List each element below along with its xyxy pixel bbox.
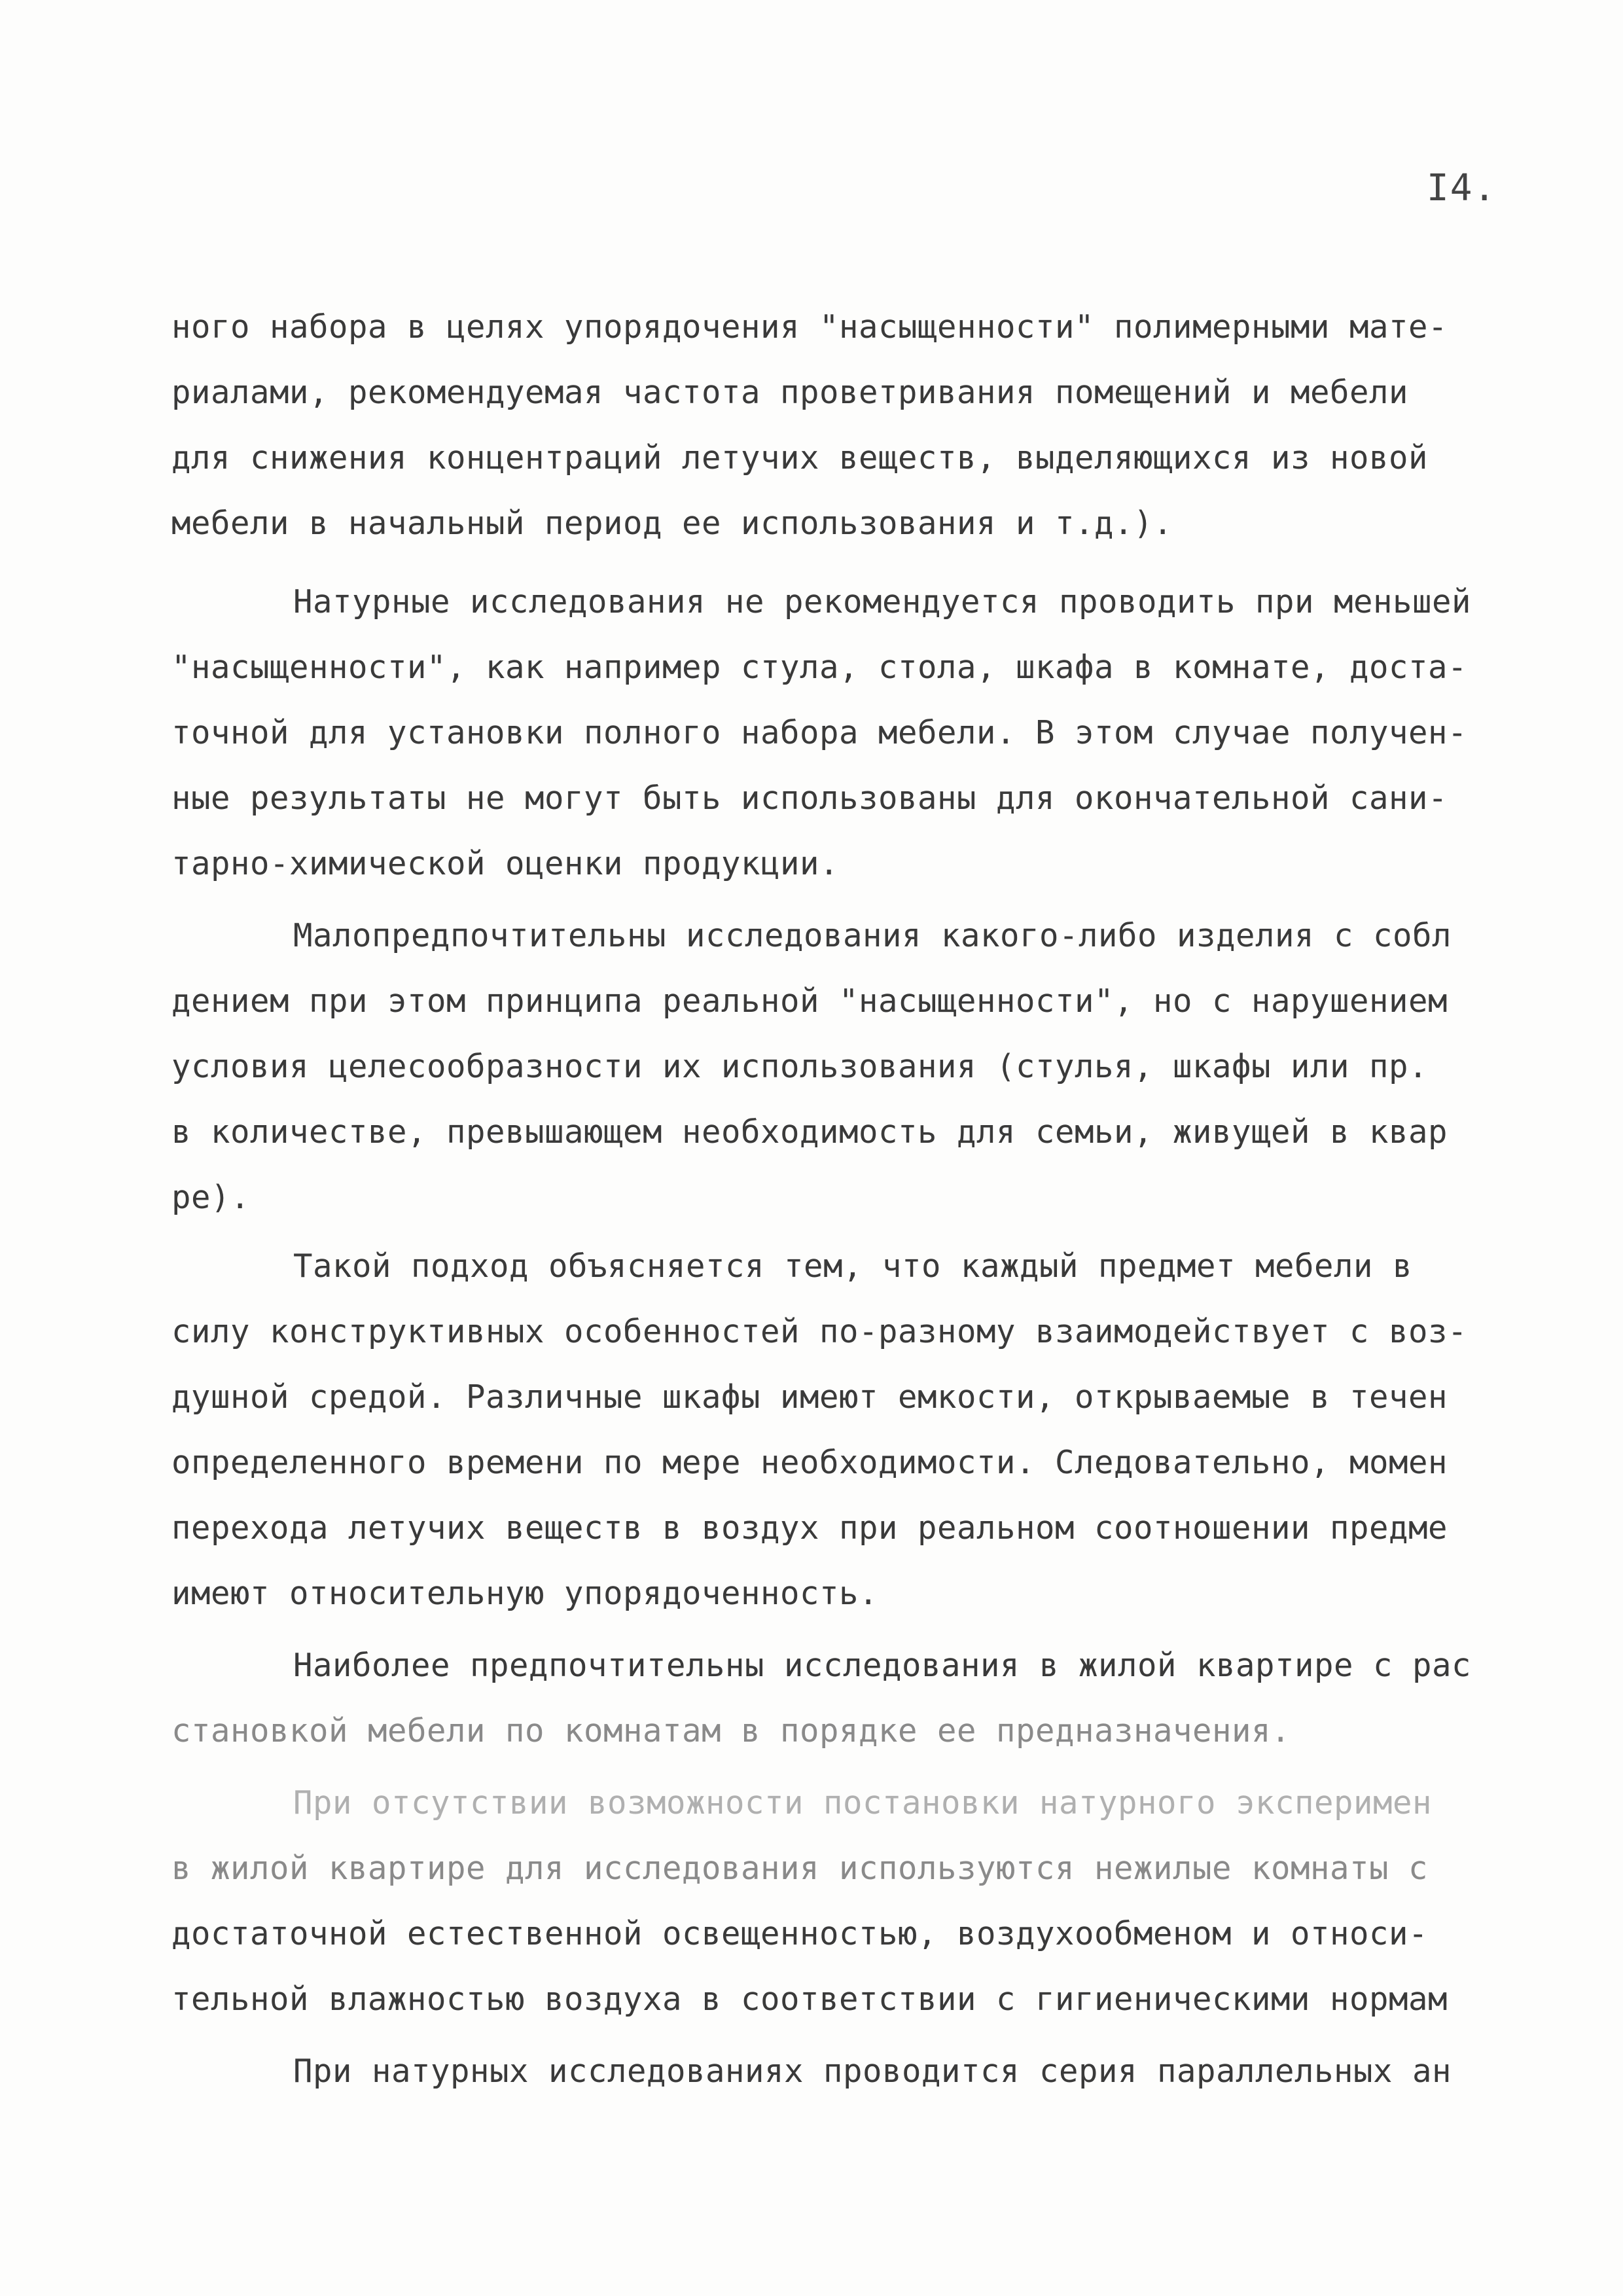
text-line: ного набора в целях упорядочения "насыщенности" полимерными мате- [171,308,1448,346]
text-line: Такой подход объясняется тем, что каждый предмет мебели в [293,1247,1413,1285]
text-line: перехода летучих веществ в воздух при реальном соотношении предме [171,1509,1448,1547]
text-line: становкой мебели по комнатам в порядке ее предназначения. [171,1712,1291,1749]
text-line: в количестве, превышающем необходимость для семьи, живущей в квар [171,1113,1448,1151]
text-line: точной для установки полного набора мебели. В этом случае получен- [171,714,1468,751]
text-line: тарно-химической оценки продукции. [171,845,840,882]
text-line: определенного времени по мере необходимости. Следовательно, момен [171,1444,1448,1481]
text-line: Малопредпочтительны исследования какого-либо изделия с собл [293,917,1452,954]
text-line: риалами, рекомендуемая частота проветривания помещений и мебели [171,374,1409,411]
text-line: ные результаты не могут быть использованы для окончательной сани- [171,780,1448,817]
text-line: условия целесообразности их использования (стулья, шкафы или пр. [171,1048,1429,1085]
text-line: Натурные исследования не рекомендуется проводить при меньшей [293,583,1472,620]
text-line: тельной влажностью воздуха в соответствии с гигиеническими нормам [171,1981,1448,2018]
text-line: достаточной естественной освещенностью, воздухообменом и относи- [171,1915,1429,1952]
text-line: мебели в начальный период ее использования и т.д.). [171,505,1173,542]
text-line: душной средой. Различные шкафы имеют емкости, открываемые в течен [171,1378,1448,1416]
text-line: При натурных исследованиях проводится серия параллельных ан [293,2053,1452,2090]
text-line: ре). [171,1179,251,1216]
text-line: "насыщенности", как например стула, стола, шкафа в комнате, доста- [171,649,1468,686]
text-line: При отсутствии возможности постановки натурного эксперимен [293,1784,1433,1821]
text-line: силу конструктивных особенностей по-разному взаимодействует с воз- [171,1313,1468,1350]
text-line: дением при этом принципа реальной "насыщенности", но с нарушением [171,982,1448,1020]
text-line: в жилой квартире для исследования используются нежилые комнаты с [171,1850,1429,1887]
text-line: Наиболее предпочтительны исследования в жилой квартире с рас [293,1647,1472,1684]
text-line: имеют относительную упорядоченность. [171,1575,879,1612]
text-line: для снижения концентраций летучих веществ, выделяющихся из новой [171,439,1429,476]
page-number: I4. [1427,167,1497,209]
